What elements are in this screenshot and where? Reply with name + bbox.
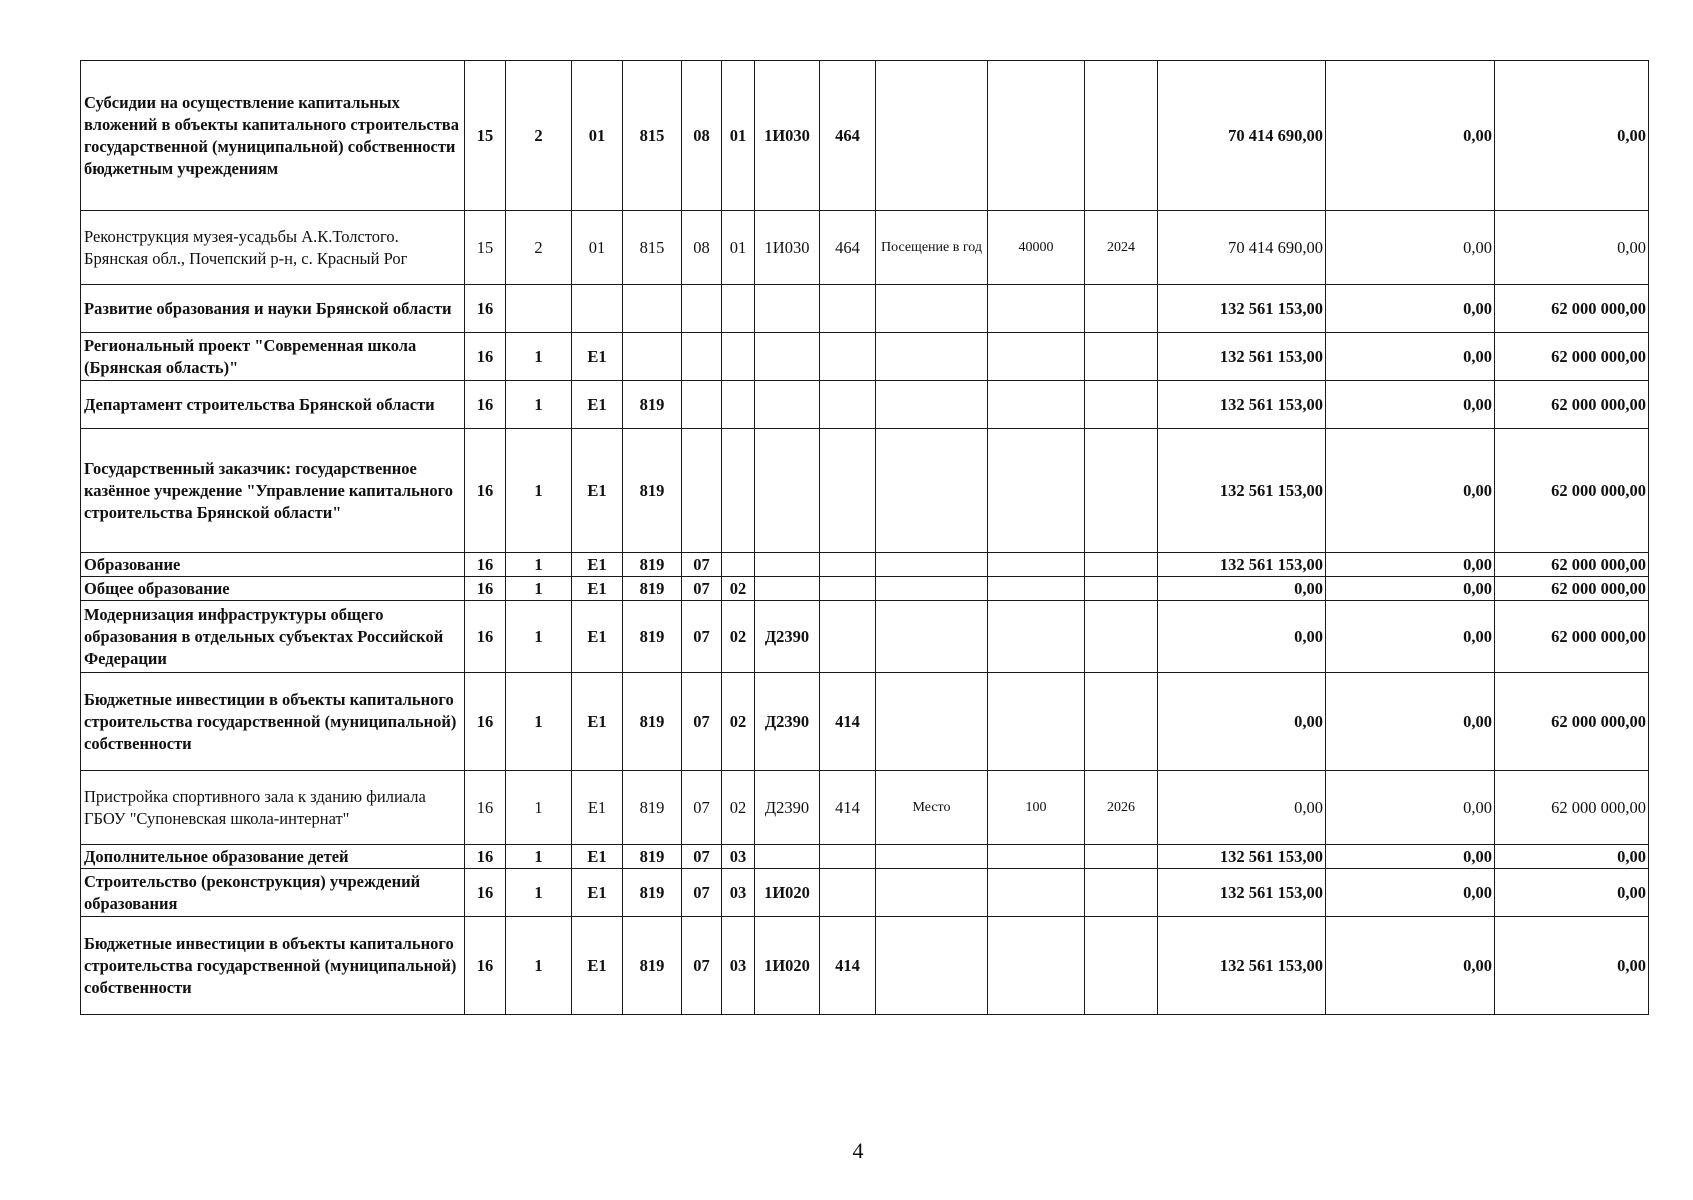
subprogram-code-cell: 2: [506, 211, 572, 285]
amount-year1-cell: 132 561 153,00: [1158, 381, 1326, 429]
capacity-unit-cell: Посещение в год: [876, 211, 988, 285]
ministry-code-cell: 819: [623, 869, 682, 917]
section-code-cell: 07: [682, 771, 722, 845]
amount-year2-cell: 0,00: [1326, 381, 1495, 429]
ministry-code-cell: 819: [623, 601, 682, 673]
table-row: [81, 211, 1649, 285]
section-code-cell: [682, 333, 722, 381]
ministry-code-cell: 819: [623, 381, 682, 429]
table-row: [81, 673, 1649, 771]
subsection-code-cell: 03: [722, 917, 755, 1015]
capacity-value-cell: 100: [988, 771, 1085, 845]
table-row: [81, 381, 1649, 429]
program-code-cell: 16: [465, 381, 506, 429]
expense-type-cell: [820, 601, 876, 673]
subsection-code-cell: [722, 333, 755, 381]
main-activity-code-cell: E1: [572, 553, 623, 577]
commissioning-year-cell: [1085, 553, 1158, 577]
expense-type-cell: [820, 285, 876, 333]
table-row: [81, 429, 1649, 553]
subprogram-code-cell: 1: [506, 429, 572, 553]
main-activity-code-cell: E1: [572, 673, 623, 771]
program-name-cell: Бюджетные инвестиции в объекты капитального строительства государственной (муниципальной) собственности: [81, 673, 465, 771]
table-row: [81, 333, 1649, 381]
subsection-code-cell: [722, 553, 755, 577]
amount-year1-cell: 0,00: [1158, 601, 1326, 673]
commissioning-year-cell: [1085, 61, 1158, 211]
main-activity-code-cell: E1: [572, 869, 623, 917]
expense-type-cell: [820, 333, 876, 381]
amount-year2-cell: 0,00: [1326, 577, 1495, 601]
commissioning-year-cell: [1085, 429, 1158, 553]
table-row: [81, 869, 1649, 917]
amount-year2-cell: 0,00: [1326, 869, 1495, 917]
capacity-value-cell: [988, 673, 1085, 771]
subsection-code-cell: 01: [722, 211, 755, 285]
ministry-code-cell: 819: [623, 577, 682, 601]
program-code-cell: 16: [465, 601, 506, 673]
main-activity-code-cell: E1: [572, 771, 623, 845]
capacity-value-cell: [988, 869, 1085, 917]
section-code-cell: 08: [682, 211, 722, 285]
subprogram-code-cell: 1: [506, 381, 572, 429]
target-article-cell: Д2390: [755, 601, 820, 673]
program-name-cell: Субсидии на осуществление капитальных вложений в объекты капитального строительства государственной (муниципальной) собственности бюджетным учреждениям: [81, 61, 465, 211]
capacity-unit-cell: [876, 601, 988, 673]
expense-type-cell: [820, 429, 876, 553]
commissioning-year-cell: [1085, 845, 1158, 869]
section-code-cell: [682, 429, 722, 553]
amount-year2-cell: 0,00: [1326, 333, 1495, 381]
amount-year3-cell: 0,00: [1495, 61, 1649, 211]
table-row: [81, 771, 1649, 845]
table-row: [81, 601, 1649, 673]
ministry-code-cell: 819: [623, 917, 682, 1015]
expense-type-cell: 464: [820, 211, 876, 285]
target-article-cell: 1И020: [755, 869, 820, 917]
amount-year3-cell: 62 000 000,00: [1495, 333, 1649, 381]
commissioning-year-cell: 2026: [1085, 771, 1158, 845]
commissioning-year-cell: [1085, 673, 1158, 771]
section-code-cell: 07: [682, 673, 722, 771]
amount-year3-cell: 62 000 000,00: [1495, 673, 1649, 771]
section-code-cell: 07: [682, 553, 722, 577]
ministry-code-cell: 815: [623, 61, 682, 211]
program-code-cell: 16: [465, 553, 506, 577]
target-article-cell: 1И030: [755, 211, 820, 285]
section-code-cell: 07: [682, 869, 722, 917]
subsection-code-cell: 03: [722, 845, 755, 869]
capacity-value-cell: [988, 601, 1085, 673]
target-article-cell: [755, 577, 820, 601]
amount-year2-cell: 0,00: [1326, 429, 1495, 553]
subprogram-code-cell: 1: [506, 553, 572, 577]
target-article-cell: Д2390: [755, 771, 820, 845]
subsection-code-cell: [722, 429, 755, 553]
program-code-cell: 16: [465, 869, 506, 917]
section-code-cell: [682, 285, 722, 333]
program-name-cell: Дополнительное образование детей: [81, 845, 465, 869]
subsection-code-cell: 02: [722, 673, 755, 771]
section-code-cell: 07: [682, 577, 722, 601]
subsection-code-cell: [722, 381, 755, 429]
page-number: 4: [852, 1138, 864, 1163]
commissioning-year-cell: [1085, 601, 1158, 673]
expense-type-cell: [820, 553, 876, 577]
amount-year3-cell: 62 000 000,00: [1495, 553, 1649, 577]
program-name-cell: Бюджетные инвестиции в объекты капитального строительства государственной (муниципальной) собственности: [81, 917, 465, 1015]
program-code-cell: 16: [465, 429, 506, 553]
program-code-cell: 15: [465, 61, 506, 211]
subsection-code-cell: 01: [722, 61, 755, 211]
capacity-value-cell: 40000: [988, 211, 1085, 285]
table-row: [81, 61, 1649, 211]
capacity-unit-cell: [876, 285, 988, 333]
amount-year2-cell: 0,00: [1326, 61, 1495, 211]
expense-type-cell: [820, 577, 876, 601]
program-name-cell: Образование: [81, 553, 465, 577]
target-article-cell: [755, 845, 820, 869]
ministry-code-cell: 819: [623, 845, 682, 869]
ministry-code-cell: [623, 333, 682, 381]
subsection-code-cell: 02: [722, 771, 755, 845]
commissioning-year-cell: [1085, 917, 1158, 1015]
amount-year2-cell: 0,00: [1326, 211, 1495, 285]
ministry-code-cell: 819: [623, 429, 682, 553]
capacity-unit-cell: [876, 429, 988, 553]
capacity-unit-cell: [876, 577, 988, 601]
budget-table: [80, 60, 1649, 1015]
program-code-cell: 16: [465, 285, 506, 333]
program-code-cell: 16: [465, 673, 506, 771]
subprogram-code-cell: 1: [506, 601, 572, 673]
commissioning-year-cell: [1085, 381, 1158, 429]
capacity-value-cell: [988, 285, 1085, 333]
section-code-cell: 07: [682, 845, 722, 869]
target-article-cell: Д2390: [755, 673, 820, 771]
subsection-code-cell: 02: [722, 601, 755, 673]
section-code-cell: 07: [682, 917, 722, 1015]
subprogram-code-cell: 1: [506, 845, 572, 869]
program-name-cell: Департамент строительства Брянской области: [81, 381, 465, 429]
ministry-code-cell: 819: [623, 771, 682, 845]
expense-type-cell: 414: [820, 673, 876, 771]
table-row: [81, 917, 1649, 1015]
amount-year3-cell: 0,00: [1495, 845, 1649, 869]
amount-year1-cell: 0,00: [1158, 673, 1326, 771]
amount-year1-cell: 70 414 690,00: [1158, 61, 1326, 211]
amount-year2-cell: 0,00: [1326, 917, 1495, 1015]
amount-year1-cell: 70 414 690,00: [1158, 211, 1326, 285]
program-code-cell: 16: [465, 845, 506, 869]
target-article-cell: [755, 553, 820, 577]
main-activity-code-cell: 01: [572, 211, 623, 285]
main-activity-code-cell: E1: [572, 601, 623, 673]
subprogram-code-cell: [506, 285, 572, 333]
amount-year3-cell: 62 000 000,00: [1495, 601, 1649, 673]
amount-year3-cell: 0,00: [1495, 917, 1649, 1015]
capacity-value-cell: [988, 845, 1085, 869]
amount-year1-cell: 132 561 153,00: [1158, 333, 1326, 381]
main-activity-code-cell: E1: [572, 577, 623, 601]
subprogram-code-cell: 1: [506, 869, 572, 917]
amount-year2-cell: 0,00: [1326, 845, 1495, 869]
program-name-cell: Строительство (реконструкция) учреждений образования: [81, 869, 465, 917]
amount-year1-cell: 132 561 153,00: [1158, 869, 1326, 917]
capacity-value-cell: [988, 553, 1085, 577]
expense-type-cell: [820, 381, 876, 429]
amount-year3-cell: 62 000 000,00: [1495, 381, 1649, 429]
main-activity-code-cell: E1: [572, 381, 623, 429]
capacity-value-cell: [988, 333, 1085, 381]
amount-year3-cell: 62 000 000,00: [1495, 577, 1649, 601]
program-name-cell: Развитие образования и науки Брянской области: [81, 285, 465, 333]
section-code-cell: [682, 381, 722, 429]
capacity-unit-cell: [876, 845, 988, 869]
capacity-value-cell: [988, 577, 1085, 601]
target-article-cell: [755, 381, 820, 429]
ministry-code-cell: 819: [623, 553, 682, 577]
capacity-unit-cell: [876, 917, 988, 1015]
subprogram-code-cell: 1: [506, 771, 572, 845]
amount-year2-cell: 0,00: [1326, 601, 1495, 673]
expense-type-cell: [820, 845, 876, 869]
program-code-cell: 16: [465, 577, 506, 601]
amount-year1-cell: 132 561 153,00: [1158, 553, 1326, 577]
target-article-cell: [755, 429, 820, 553]
subsection-code-cell: 02: [722, 577, 755, 601]
expense-type-cell: 414: [820, 771, 876, 845]
target-article-cell: [755, 285, 820, 333]
target-article-cell: 1И030: [755, 61, 820, 211]
ministry-code-cell: 819: [623, 673, 682, 771]
subsection-code-cell: [722, 285, 755, 333]
section-code-cell: 07: [682, 601, 722, 673]
capacity-value-cell: [988, 381, 1085, 429]
amount-year1-cell: 132 561 153,00: [1158, 845, 1326, 869]
capacity-unit-cell: [876, 673, 988, 771]
subprogram-code-cell: 1: [506, 577, 572, 601]
subprogram-code-cell: 1: [506, 333, 572, 381]
commissioning-year-cell: [1085, 577, 1158, 601]
program-code-cell: 15: [465, 211, 506, 285]
program-name-cell: Региональный проект "Современная школа (Брянская область)": [81, 333, 465, 381]
amount-year3-cell: 0,00: [1495, 869, 1649, 917]
program-name-cell: Государственный заказчик: государственное казённое учреждение "Управление капитального строительства Брянской области": [81, 429, 465, 553]
amount-year3-cell: 62 000 000,00: [1495, 771, 1649, 845]
commissioning-year-cell: [1085, 869, 1158, 917]
program-name-cell: Реконструкция музея-усадьбы А.К.Толстого. Брянская обл., Почепский р-н, с. Красный Рог: [81, 211, 465, 285]
amount-year2-cell: 0,00: [1326, 771, 1495, 845]
subsection-code-cell: 03: [722, 869, 755, 917]
amount-year3-cell: 62 000 000,00: [1495, 429, 1649, 553]
table-row: [81, 285, 1649, 333]
main-activity-code-cell: E1: [572, 845, 623, 869]
section-code-cell: 08: [682, 61, 722, 211]
main-activity-code-cell: E1: [572, 333, 623, 381]
capacity-unit-cell: Место: [876, 771, 988, 845]
target-article-cell: [755, 333, 820, 381]
amount-year1-cell: 132 561 153,00: [1158, 285, 1326, 333]
main-activity-code-cell: E1: [572, 429, 623, 553]
ministry-code-cell: 815: [623, 211, 682, 285]
ministry-code-cell: [623, 285, 682, 333]
expense-type-cell: 464: [820, 61, 876, 211]
main-activity-code-cell: [572, 285, 623, 333]
table-row: [81, 845, 1649, 869]
capacity-unit-cell: [876, 381, 988, 429]
amount-year2-cell: 0,00: [1326, 285, 1495, 333]
capacity-value-cell: [988, 61, 1085, 211]
program-code-cell: 16: [465, 917, 506, 1015]
amount-year1-cell: 0,00: [1158, 771, 1326, 845]
table-row: [81, 553, 1649, 577]
program-code-cell: 16: [465, 333, 506, 381]
main-activity-code-cell: 01: [572, 61, 623, 211]
amount-year3-cell: 62 000 000,00: [1495, 285, 1649, 333]
subprogram-code-cell: 1: [506, 917, 572, 1015]
capacity-unit-cell: [876, 333, 988, 381]
main-activity-code-cell: E1: [572, 917, 623, 1015]
commissioning-year-cell: [1085, 333, 1158, 381]
amount-year2-cell: 0,00: [1326, 673, 1495, 771]
capacity-value-cell: [988, 429, 1085, 553]
capacity-unit-cell: [876, 553, 988, 577]
program-name-cell: Общее образование: [81, 577, 465, 601]
table-row: [81, 577, 1649, 601]
commissioning-year-cell: 2024: [1085, 211, 1158, 285]
capacity-unit-cell: [876, 869, 988, 917]
target-article-cell: 1И020: [755, 917, 820, 1015]
expense-type-cell: 414: [820, 917, 876, 1015]
program-name-cell: Модернизация инфраструктуры общего образования в отдельных субъектах Российской Федерации: [81, 601, 465, 673]
amount-year1-cell: 132 561 153,00: [1158, 917, 1326, 1015]
amount-year1-cell: 0,00: [1158, 577, 1326, 601]
expense-type-cell: [820, 869, 876, 917]
capacity-value-cell: [988, 917, 1085, 1015]
program-name-cell: Пристройка спортивного зала к зданию филиала ГБОУ "Супоневская школа-интернат": [81, 771, 465, 845]
program-code-cell: 16: [465, 771, 506, 845]
amount-year1-cell: 132 561 153,00: [1158, 429, 1326, 553]
capacity-unit-cell: [876, 61, 988, 211]
subprogram-code-cell: 2: [506, 61, 572, 211]
subprogram-code-cell: 1: [506, 673, 572, 771]
commissioning-year-cell: [1085, 285, 1158, 333]
amount-year3-cell: 0,00: [1495, 211, 1649, 285]
amount-year2-cell: 0,00: [1326, 553, 1495, 577]
